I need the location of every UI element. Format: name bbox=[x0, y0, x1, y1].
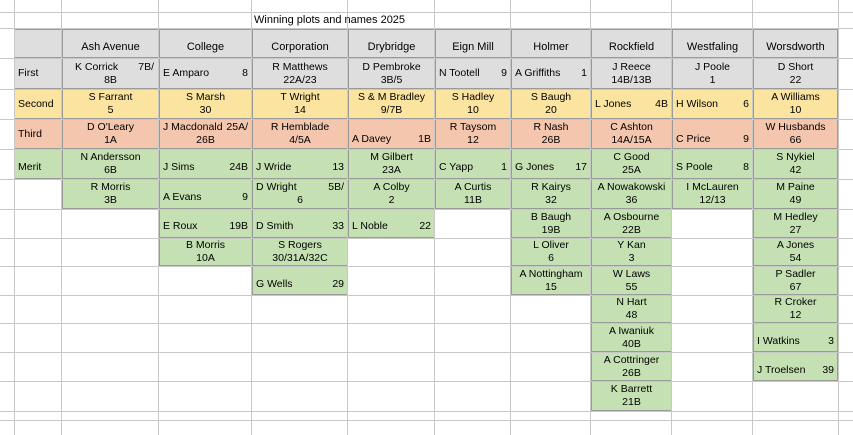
winner-name: A Griffiths bbox=[515, 67, 561, 79]
plot-number: 15 bbox=[545, 280, 557, 293]
winner-name: A Williams bbox=[771, 91, 820, 103]
winner-name: S Rogers bbox=[278, 239, 322, 251]
plot-number: 1 bbox=[501, 161, 507, 173]
merit-college-1 bbox=[159, 150, 251, 179]
plot-number: 29 bbox=[332, 278, 344, 290]
winner-name: T Wright bbox=[280, 91, 320, 103]
grid-line bbox=[0, 381, 853, 382]
merit-drybridge-1 bbox=[348, 150, 434, 179]
merit-drybridge-2 bbox=[348, 180, 434, 209]
plot-number: 1A bbox=[104, 134, 117, 146]
winner-name: C Yapp bbox=[439, 161, 474, 173]
winner-name: W Husbands bbox=[765, 121, 826, 133]
winner-name: I Watkins bbox=[757, 335, 800, 347]
first-college bbox=[159, 59, 251, 89]
winner-name: J Macdonald bbox=[163, 121, 223, 133]
winner-name: K Barrett bbox=[610, 383, 653, 395]
plot-number: 5 bbox=[107, 104, 114, 116]
second-eign-mill bbox=[435, 90, 510, 119]
plot-number: 55 bbox=[625, 280, 638, 293]
winner-name: R Kairys bbox=[531, 181, 571, 193]
plot-number: 67 bbox=[789, 280, 802, 293]
first-westfaling bbox=[672, 59, 752, 89]
plot-number: 1 bbox=[581, 67, 587, 79]
plot-number: 30/31A/32C bbox=[272, 252, 328, 264]
winner-name: A Cottringer bbox=[603, 353, 660, 366]
third-corporation bbox=[252, 120, 347, 149]
third-drybridge bbox=[348, 120, 434, 149]
plot-number: 5B/ bbox=[328, 181, 344, 193]
second-corporation bbox=[252, 90, 347, 119]
merit-wordsworth-3 bbox=[753, 210, 838, 238]
winner-name: S Hadley bbox=[451, 91, 495, 103]
second-holmer bbox=[511, 90, 590, 119]
first-drybridge bbox=[348, 59, 434, 89]
winner-name: P Sadler bbox=[775, 267, 816, 280]
grid-line bbox=[0, 238, 853, 239]
first-corporation bbox=[252, 59, 347, 89]
third-westfaling bbox=[672, 120, 752, 149]
winner-name: Y Kan bbox=[617, 239, 646, 251]
third-eign-mill bbox=[435, 120, 510, 149]
first-ash-avenue bbox=[62, 59, 158, 89]
winner-name: K Corrick bbox=[75, 61, 119, 73]
plot-number: 66 bbox=[789, 134, 802, 146]
row-label-first: First bbox=[15, 59, 61, 89]
winner-name: A Osbourne bbox=[603, 210, 660, 223]
plot-number: 49 bbox=[789, 194, 802, 206]
merit-rockfield-4 bbox=[591, 239, 671, 266]
grid-line bbox=[0, 266, 853, 267]
second-ash-avenue bbox=[62, 90, 158, 119]
grid-line bbox=[0, 323, 853, 324]
merit-corporation-2 bbox=[252, 180, 347, 209]
winner-name: A Jones bbox=[776, 239, 815, 251]
plot-number: 2 bbox=[388, 194, 395, 206]
column-header-rockfield: Rockfield bbox=[591, 29, 671, 58]
plot-number: 6B bbox=[104, 164, 117, 176]
winner-name: C Price bbox=[676, 133, 711, 145]
winner-name: S Poole bbox=[676, 161, 713, 173]
winner-name: D Smith bbox=[256, 220, 294, 232]
plot-number: 22B bbox=[622, 223, 641, 236]
header-corner bbox=[15, 29, 61, 58]
merit-rockfield-8 bbox=[591, 353, 671, 381]
winner-name: A Colby bbox=[373, 181, 410, 193]
plot-number: 14A/15A bbox=[611, 134, 652, 146]
column-header-college: College bbox=[159, 29, 251, 58]
plot-number: 8 bbox=[242, 67, 248, 79]
plot-number: 1B bbox=[418, 133, 431, 145]
plot-number: 10A bbox=[196, 252, 215, 264]
winner-name: D Pembroke bbox=[362, 60, 421, 73]
plot-number: 9 bbox=[743, 133, 749, 145]
column-header-eign-mill: Eign Mill bbox=[435, 29, 510, 58]
grid-line bbox=[0, 295, 853, 296]
plot-number: 3B bbox=[104, 194, 117, 206]
winner-name: J Wride bbox=[256, 161, 292, 173]
merit-holmer-3 bbox=[511, 210, 590, 238]
plot-number: 26B bbox=[196, 134, 215, 146]
plot-number: 33 bbox=[332, 220, 344, 232]
winner-name: S Marsh bbox=[185, 91, 226, 103]
winner-name: N Hart bbox=[616, 296, 647, 308]
winner-name: D Short bbox=[777, 60, 814, 73]
merit-wordsworth-6 bbox=[753, 296, 838, 323]
plot-number: 13 bbox=[332, 161, 344, 173]
plot-number: 4B bbox=[655, 97, 668, 110]
plot-number: 17 bbox=[575, 161, 587, 173]
winner-name: R Morris bbox=[90, 181, 131, 193]
merit-wordsworth-1 bbox=[753, 150, 838, 179]
merit-westfaling-2 bbox=[672, 180, 752, 209]
plot-number: 19B bbox=[229, 220, 248, 232]
plot-number: 10 bbox=[789, 104, 802, 116]
winner-name: M Hedley bbox=[773, 210, 818, 223]
merit-rockfield-6 bbox=[591, 296, 671, 323]
plot-number: 39 bbox=[822, 364, 834, 376]
plot-number: 54 bbox=[789, 252, 802, 264]
plot-number: 22 bbox=[419, 220, 431, 232]
plot-number: 42 bbox=[789, 164, 802, 176]
merit-eign-mill-1 bbox=[435, 150, 510, 179]
column-header-wordsworth: Worsdworth bbox=[753, 29, 838, 58]
second-westfaling bbox=[672, 90, 752, 119]
winner-name: J Troelsen bbox=[757, 364, 806, 376]
second-rockfield bbox=[591, 90, 671, 119]
plot-number: 11B bbox=[464, 194, 482, 206]
winner-name: S Farrant bbox=[88, 91, 133, 103]
first-holmer bbox=[511, 59, 590, 89]
merit-wordsworth-8 bbox=[753, 353, 838, 381]
plot-number: 20 bbox=[545, 104, 557, 116]
plot-number: 32 bbox=[545, 194, 557, 206]
winner-name: L Noble bbox=[352, 220, 388, 232]
column-header-holmer: Holmer bbox=[511, 29, 590, 58]
merit-holmer-1 bbox=[511, 150, 590, 179]
winner-name: N Andersson bbox=[80, 151, 141, 163]
plot-number: 9/7B bbox=[380, 104, 403, 116]
row-label-third: Third bbox=[15, 120, 61, 149]
winner-name: R Taysom bbox=[449, 121, 497, 133]
column-header-drybridge: Drybridge bbox=[348, 29, 434, 58]
plot-number: 9 bbox=[501, 67, 507, 79]
winner-name: H Wilson bbox=[676, 97, 719, 110]
merit-wordsworth-4 bbox=[753, 239, 838, 266]
plot-number: 14B/13B bbox=[611, 73, 652, 86]
second-drybridge bbox=[348, 90, 434, 119]
merit-college-3 bbox=[159, 210, 251, 238]
winner-name: J Sims bbox=[163, 161, 195, 173]
plot-number: 8 bbox=[743, 161, 749, 173]
plot-number: 3 bbox=[828, 335, 834, 347]
winner-name: G Wells bbox=[256, 278, 293, 290]
grid-line bbox=[0, 352, 853, 353]
winner-name: S & M Bradley bbox=[357, 91, 426, 103]
plot-number: 12 bbox=[789, 309, 802, 321]
plot-number: 25A bbox=[622, 164, 641, 176]
winner-name: A Davey bbox=[352, 133, 392, 145]
winner-name: A Iwaniuk bbox=[609, 324, 654, 337]
merit-drybridge-3 bbox=[348, 210, 434, 238]
first-eign-mill bbox=[435, 59, 510, 89]
winner-name: L Jones bbox=[595, 97, 632, 110]
column-header-ash-avenue: Ash Avenue bbox=[62, 29, 158, 58]
first-wordsworth bbox=[753, 59, 838, 89]
merit-rockfield-5 bbox=[591, 267, 671, 295]
merit-corporation-3 bbox=[252, 210, 347, 238]
winner-name: R Hemblade bbox=[270, 121, 330, 133]
plot-number: 36 bbox=[625, 194, 638, 206]
column-header-westfaling: Westfaling bbox=[672, 29, 752, 58]
third-rockfield bbox=[591, 120, 671, 149]
merit-rockfield-3 bbox=[591, 210, 671, 238]
merit-corporation-5 bbox=[252, 267, 347, 295]
merit-corporation-4 bbox=[252, 239, 347, 266]
winner-name: M Paine bbox=[776, 181, 815, 193]
winner-name: R Matthews bbox=[272, 60, 328, 73]
plot-number: 8B bbox=[104, 74, 117, 86]
winner-name: E Amparo bbox=[163, 67, 210, 79]
plot-number: 22 bbox=[789, 73, 802, 86]
winner-name: L Oliver bbox=[533, 239, 569, 251]
plot-number: 22A/23 bbox=[283, 73, 317, 86]
winner-name: A Evans bbox=[163, 191, 202, 203]
plot-number: 30 bbox=[199, 104, 212, 116]
merit-rockfield-2 bbox=[591, 180, 671, 209]
winner-name: J Poole bbox=[694, 60, 731, 73]
sheet-title: Winning plots and names 2025 bbox=[254, 14, 406, 26]
plot-number: 3B/5 bbox=[380, 73, 403, 86]
plot-number: 9 bbox=[242, 191, 248, 203]
merit-holmer-4 bbox=[511, 239, 590, 266]
winner-name: E Roux bbox=[163, 220, 198, 232]
grid-line bbox=[0, 420, 853, 421]
plot-number: 6 bbox=[548, 252, 554, 264]
merit-corporation-1 bbox=[252, 150, 347, 179]
winner-name: J Reece bbox=[612, 60, 651, 73]
merit-college-4 bbox=[159, 239, 251, 266]
plot-number: 7B/ bbox=[138, 61, 154, 73]
grid-line bbox=[838, 0, 839, 435]
winner-name: R Nash bbox=[533, 121, 569, 133]
third-wordsworth bbox=[753, 120, 838, 149]
plot-number: 4/5A bbox=[289, 134, 311, 146]
plot-number: 10 bbox=[467, 104, 479, 116]
plot-number: 14 bbox=[294, 104, 306, 116]
merit-wordsworth-5 bbox=[753, 267, 838, 295]
winner-name: C Good bbox=[613, 151, 650, 163]
winner-name: W Laws bbox=[612, 267, 651, 280]
plot-number: 26B bbox=[622, 366, 641, 379]
third-college bbox=[159, 120, 251, 149]
second-wordsworth bbox=[753, 90, 838, 119]
second-college bbox=[159, 90, 251, 119]
winner-name: S Nykiel bbox=[776, 151, 815, 163]
winner-name: M Gilbert bbox=[370, 151, 413, 163]
plot-number: 6 bbox=[297, 194, 303, 206]
column-header-corporation: Corporation bbox=[252, 29, 347, 58]
merit-westfaling-1 bbox=[672, 150, 752, 179]
plot-number: 6 bbox=[743, 97, 749, 110]
plot-number: 12 bbox=[467, 134, 479, 146]
winner-name: B Morris bbox=[185, 239, 226, 251]
plot-number: 25A/ bbox=[226, 121, 248, 133]
winner-name: A Nowakowski bbox=[597, 181, 666, 193]
merit-ash-avenue-2 bbox=[62, 180, 158, 209]
merit-holmer-2 bbox=[511, 180, 590, 209]
plot-number: 3 bbox=[628, 252, 635, 264]
plot-number: 40B bbox=[622, 337, 641, 350]
winner-name: C Ashton bbox=[610, 121, 653, 133]
winner-name: D O'Leary bbox=[87, 121, 134, 133]
merit-wordsworth-7 bbox=[753, 324, 838, 352]
plot-number: 24B bbox=[229, 161, 248, 173]
grid-line bbox=[0, 12, 853, 13]
grid-line bbox=[0, 411, 853, 412]
plot-number: 26B bbox=[541, 134, 561, 146]
merit-rockfield-1 bbox=[591, 150, 671, 179]
third-holmer bbox=[511, 120, 590, 149]
third-ash-avenue bbox=[62, 120, 158, 149]
winner-name: G Jones bbox=[515, 161, 555, 173]
winner-name: A Nottingham bbox=[519, 267, 583, 280]
plot-number: 48 bbox=[625, 309, 638, 321]
plot-number: 27 bbox=[789, 223, 802, 236]
winner-name: I McLauren bbox=[686, 181, 739, 193]
winner-name: N Tootell bbox=[439, 67, 480, 79]
merit-rockfield-7 bbox=[591, 324, 671, 352]
plot-number: 12/13 bbox=[699, 194, 726, 206]
plot-number: 21B bbox=[622, 396, 641, 408]
merit-college-2 bbox=[159, 180, 251, 209]
winner-name: A Curtis bbox=[454, 181, 492, 193]
merit-holmer-5 bbox=[511, 267, 590, 295]
merit-ash-avenue-1 bbox=[62, 150, 158, 179]
plot-number: 19B bbox=[541, 223, 561, 236]
plot-number: 1 bbox=[709, 73, 716, 86]
merit-wordsworth-2 bbox=[753, 180, 838, 209]
winner-name: B Baugh bbox=[530, 210, 572, 223]
winner-name: S Baugh bbox=[530, 91, 572, 103]
row-label-second: Second bbox=[15, 90, 61, 119]
merit-rockfield-9 bbox=[591, 382, 671, 411]
plot-number: 23A bbox=[382, 164, 401, 176]
winner-name: D Wright bbox=[256, 181, 297, 193]
winner-name: R Croker bbox=[774, 296, 817, 308]
merit-eign-mill-2 bbox=[435, 180, 510, 209]
first-rockfield bbox=[591, 59, 671, 89]
row-label-merit: Merit bbox=[15, 150, 61, 179]
